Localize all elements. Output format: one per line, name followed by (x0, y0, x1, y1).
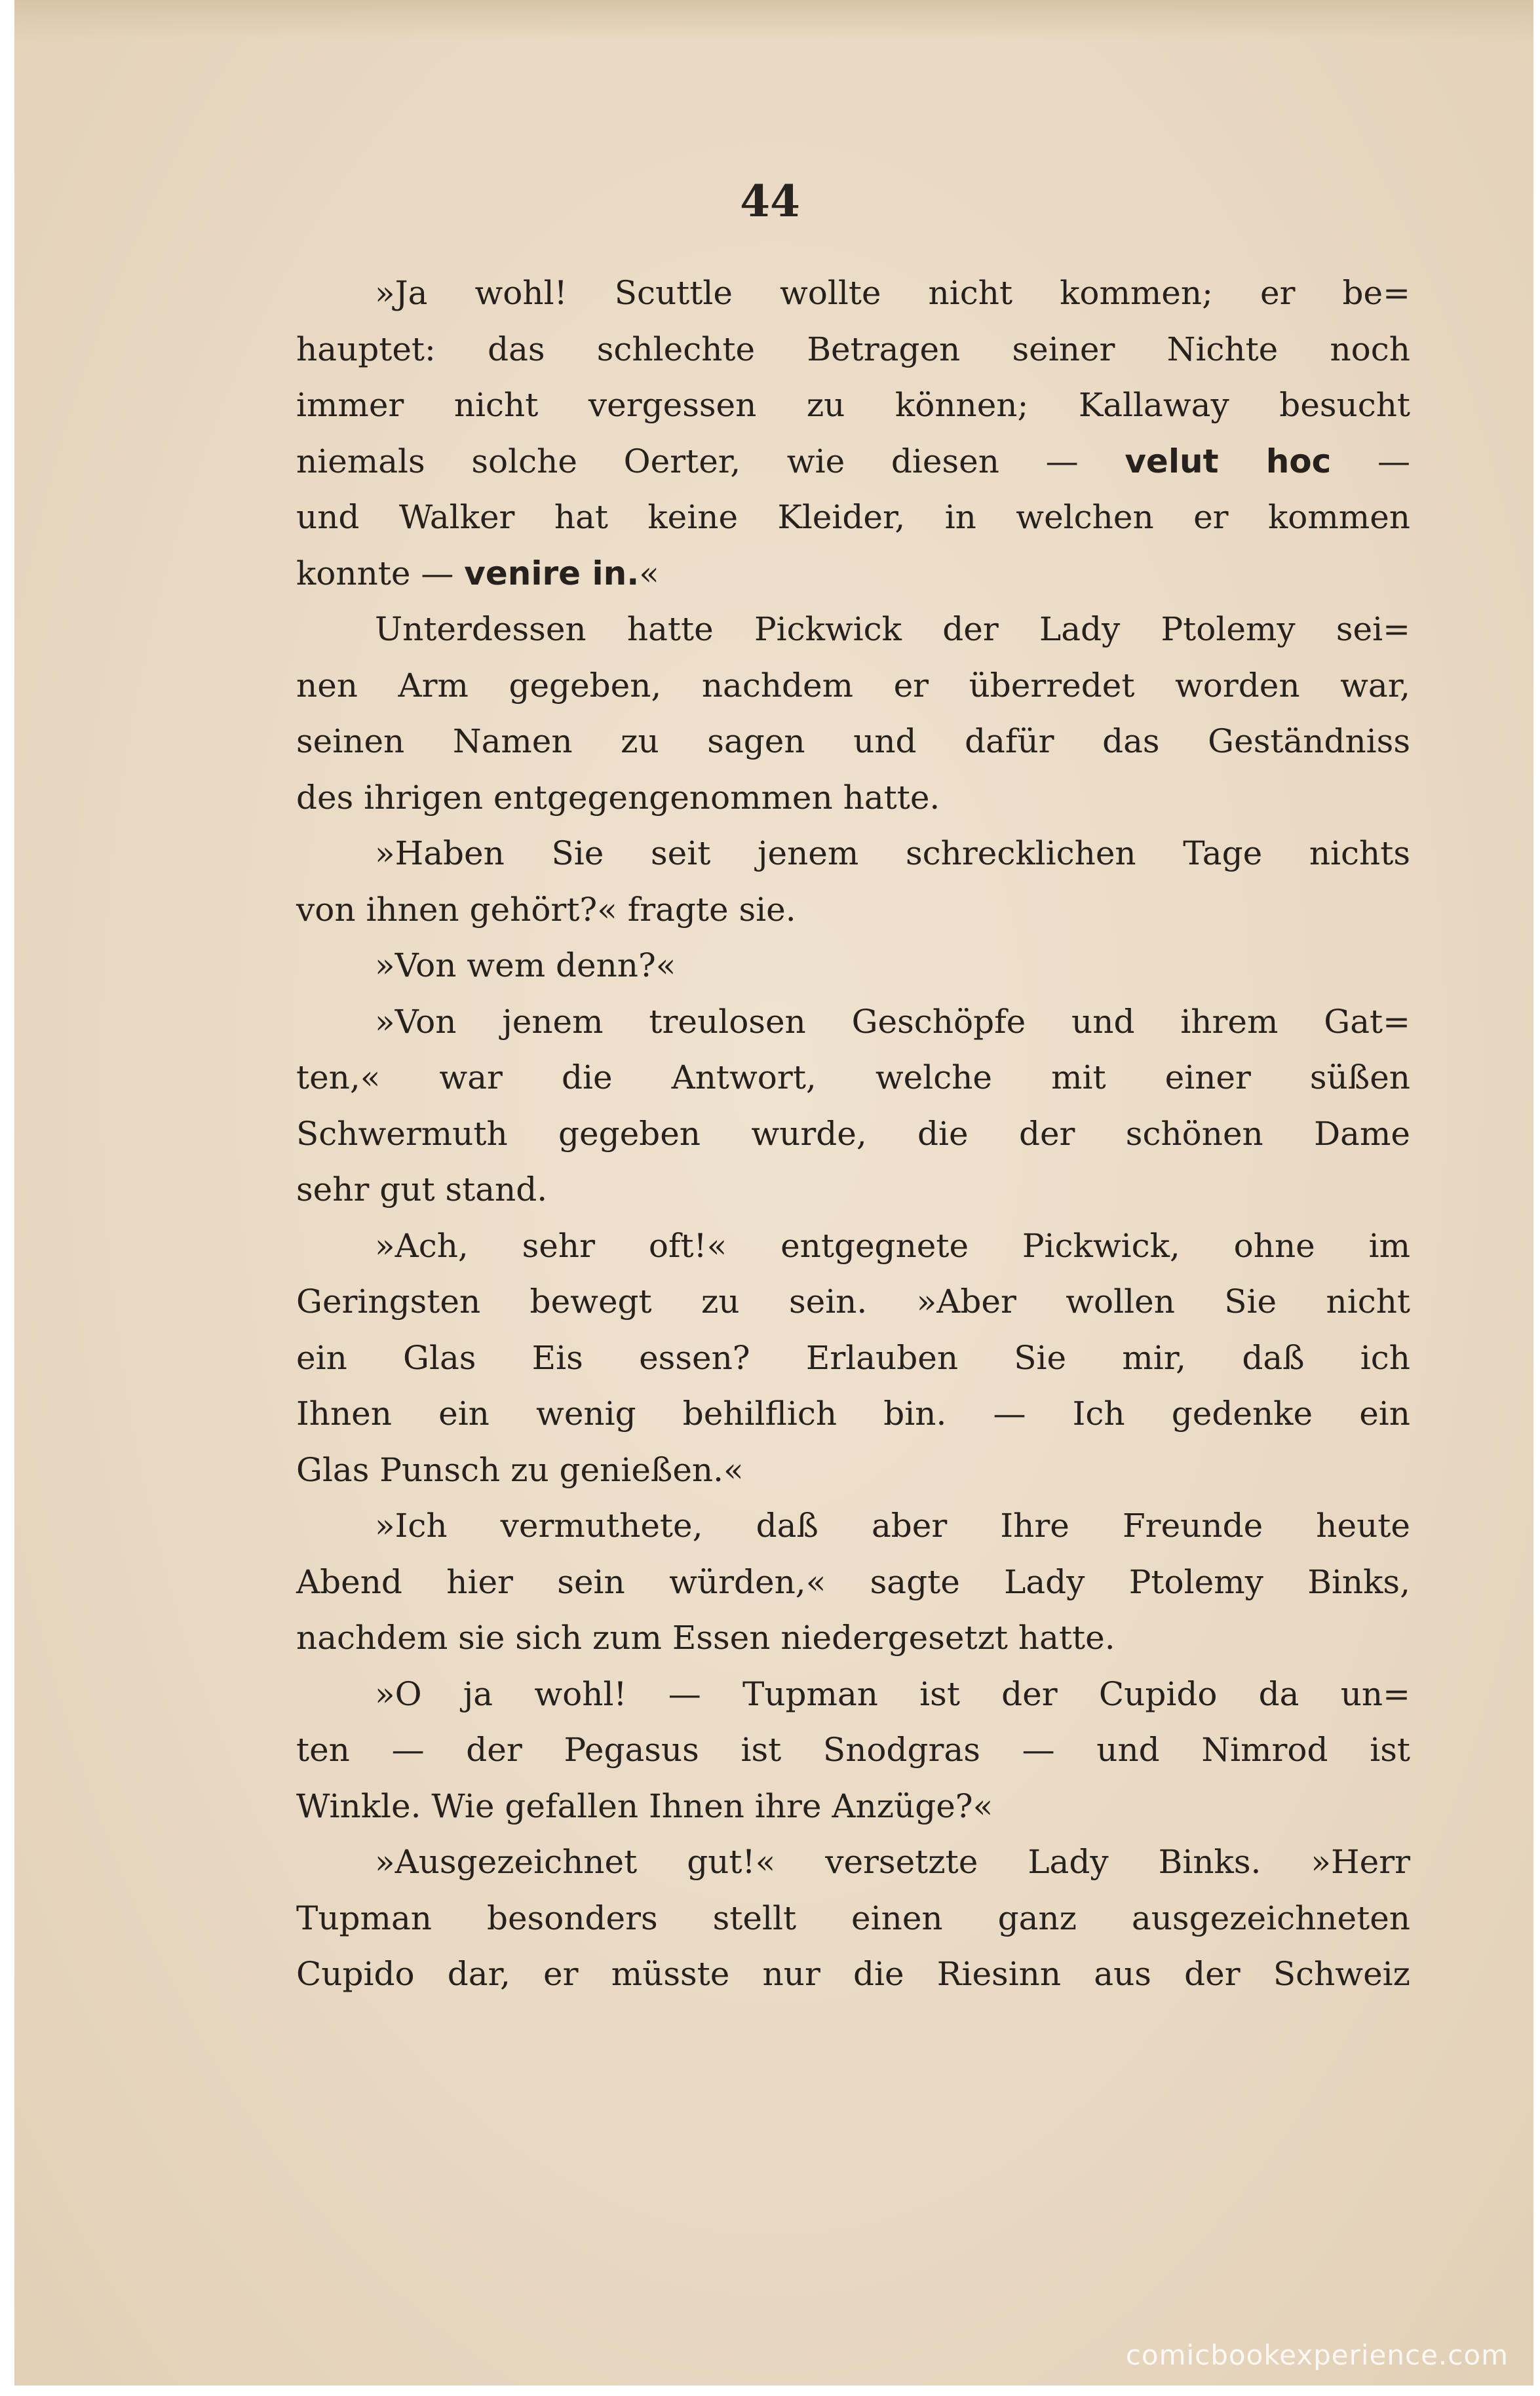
latin-phrase: venire in. (464, 554, 640, 592)
text-line: »Ja wohl! Scuttle wollte nicht kommen; er be= (375, 274, 1410, 312)
text-line: »Von jenem treulosen Geschöpfe und ihrem Gat= (375, 1002, 1410, 1041)
text-line: Ihnen ein wenig behilflich bin. — Ich gedenke ein (296, 1395, 1410, 1433)
text-line: ten — der Pegasus ist Snodgras — und Nimrod ist (296, 1731, 1410, 1769)
watermark: comicbookexperience.com (1125, 2339, 1509, 2371)
text-line: Unterdessen hatte Pickwick der Lady Ptolemy sei= (375, 610, 1410, 648)
text-line: seinen Namen zu sagen und dafür das Geständniss (296, 722, 1410, 760)
text-line: ein Glas Eis essen? Erlauben Sie mir, daß ich (296, 1338, 1410, 1377)
text-line: hauptet: das schlechte Betragen seiner Nichte noch (296, 330, 1410, 368)
text-line: Schwermuth gegeben wurde, die der schönen Dame (296, 1114, 1410, 1153)
page-number: 44 (740, 176, 800, 227)
text-line: »Ach, sehr oft!« entgegnete Pickwick, ohne im (375, 1226, 1410, 1265)
text-line: immer nicht vergessen zu können; Kallaway besucht (296, 386, 1410, 424)
text-line: nachdem sie sich zum Essen niedergesetzt hatte. (296, 1619, 1115, 1657)
text-line: »Haben Sie seit jenem schrecklichen Tage nichts (375, 834, 1410, 872)
text-line: Tupman besonders stellt einen ganz ausgezeichneten (296, 1899, 1410, 1937)
text-line: konnte — venire in.« (296, 554, 659, 592)
text-line: »O ja wohl! — Tupman ist der Cupido da un= (375, 1674, 1410, 1713)
text-line: »Ausgezeichnet gut!« versetzte Lady Binks. »Herr (375, 1843, 1410, 1881)
text-line: »Von wem denn?« (375, 946, 676, 984)
text-line: niemals solche Oerter, wie diesen — velut hoc — (296, 442, 1410, 480)
latin-phrase: velut hoc (1125, 442, 1332, 480)
text-line: Geringsten bewegt zu sein. »Aber wollen Sie nicht (296, 1283, 1410, 1321)
text-line: ten,« war die Antwort, welche mit einer süßen (296, 1058, 1410, 1096)
text-line: von ihnen gehört?« fragte sie. (296, 890, 796, 929)
text-line: sehr gut stand. (296, 1170, 548, 1208)
text-line: Cupido dar, er müsste nur die Riesinn aus der Schweiz (296, 1955, 1410, 1993)
text-line: Winkle. Wie gefallen Ihnen ihre Anzüge?« (296, 1787, 993, 1825)
text-line: nen Arm gegeben, nachdem er überredet worden war, (296, 666, 1410, 705)
text-line: Glas Punsch zu genießen.« (296, 1450, 744, 1489)
text-line: »Ich vermuthete, daß aber Ihre Freunde heute (375, 1507, 1410, 1545)
text-line: des ihrigen entgegengenommen hatte. (296, 778, 940, 817)
body-text (296, 265, 1410, 2003)
page-edge-shading (14, 0, 1533, 39)
text-line: Abend hier sein würden,« sagte Lady Ptolemy Binks, (296, 1562, 1410, 1601)
text-line: und Walker hat keine Kleider, in welchen er kommen (296, 498, 1410, 536)
